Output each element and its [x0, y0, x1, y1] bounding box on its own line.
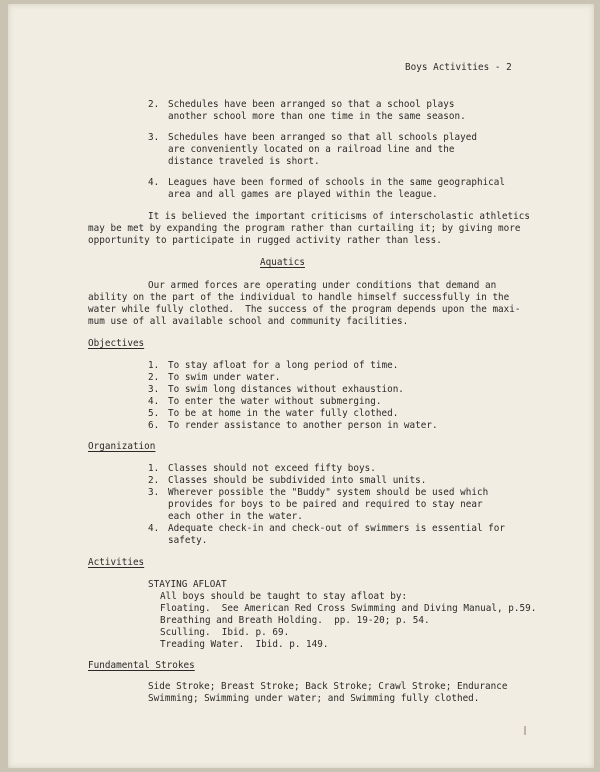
list-text: To be at home in the water fully clothed. [168, 408, 399, 419]
list-text: are conveniently located on a railroad line and the [168, 144, 455, 155]
list-text: distance traveled is short. [168, 156, 320, 167]
list-text: area and all games are played within the league. [168, 189, 438, 200]
list-number: 4. [148, 177, 160, 188]
activity-line: Treading Water. Ibid. p. 149. [160, 639, 329, 650]
paper-mark [524, 726, 526, 735]
list-number: 3. [148, 384, 160, 395]
activity-line: Breathing and Breath Holding. pp. 19-20; p. 54. [160, 615, 430, 626]
paragraph-line: ability on the part of the individual to handle himself successfully in the [88, 292, 510, 303]
list-number: 2. [148, 372, 160, 383]
list-text: Wherever possible the "Buddy" system should be used which [168, 487, 489, 498]
organization-heading: Organization [88, 441, 156, 452]
list-text: Schedules have been arranged so that all schools played [168, 132, 477, 143]
section-title: Aquatics [260, 257, 305, 268]
list-number: 3. [148, 487, 160, 498]
list-number: 1. [148, 463, 160, 474]
activities-subheading: STAYING AFLOAT [148, 579, 227, 590]
list-text: Classes should not exceed fifty boys. [168, 463, 376, 474]
list-text: Leagues have been formed of schools in the same geographical [168, 177, 506, 188]
list-text: To stay afloat for a long period of time. [168, 360, 399, 371]
list-number: 2. [148, 475, 160, 486]
activities-heading: Activities [88, 557, 145, 568]
list-text: To swim long distances without exhaustion. [168, 384, 404, 395]
list-text: Classes should be subdivided into small units. [168, 475, 427, 486]
fundamental-strokes-heading: Fundamental Strokes [88, 660, 195, 671]
activities-intro: All boys should be taught to stay afloat by: [160, 591, 408, 602]
objectives-heading: Objectives [88, 338, 145, 349]
activity-line: Floating. See American Red Cross Swimming and Diving Manual, p.59. [160, 603, 537, 614]
list-number: 5. [148, 408, 160, 419]
paragraph-line: Swimming; Swimming under water; and Swimming fully clothed. [148, 693, 480, 704]
list-text: To render assistance to another person in water. [168, 420, 438, 431]
list-text: each other in the water. [168, 511, 303, 522]
activity-line: Sculling. Ibid. p. 69. [160, 627, 290, 638]
page-header: Boys Activities - 2 [405, 62, 512, 73]
list-text: safety. [168, 535, 208, 546]
list-text: another school more than one time in the same season. [168, 111, 466, 122]
list-number: 6. [148, 420, 160, 431]
list-number: 3. [148, 132, 160, 143]
paragraph-line: may be met by expanding the program rather than curtailing it; by giving more [88, 223, 521, 234]
list-text: To enter the water without submerging. [168, 396, 382, 407]
document-page [8, 4, 594, 768]
list-text: To swim under water. [168, 372, 281, 383]
list-number: 2. [148, 99, 160, 110]
paragraph-line: It is believed the important criticisms of interscholastic athletics [148, 211, 530, 222]
list-number: 4. [148, 396, 160, 407]
paragraph-line: mum use of all available school and community facilities. [88, 316, 409, 327]
paragraph-line: Our armed forces are operating under conditions that demand an [148, 280, 497, 291]
paragraph-line: Side Stroke; Breast Stroke; Back Stroke; Crawl Stroke; Endurance [148, 681, 508, 692]
paragraph-line: opportunity to participate in rugged activity rather than less. [88, 235, 442, 246]
list-number: 1. [148, 360, 160, 371]
paragraph-line: water while fully clothed. The success of the program depends upon the maxi- [88, 304, 521, 315]
list-number: 4. [148, 523, 160, 534]
list-text: Adequate check-in and check-out of swimmers is essential for [168, 523, 506, 534]
list-text: provides for boys to be paired and required to stay near [168, 499, 483, 510]
list-text: Schedules have been arranged so that a school plays [168, 99, 455, 110]
